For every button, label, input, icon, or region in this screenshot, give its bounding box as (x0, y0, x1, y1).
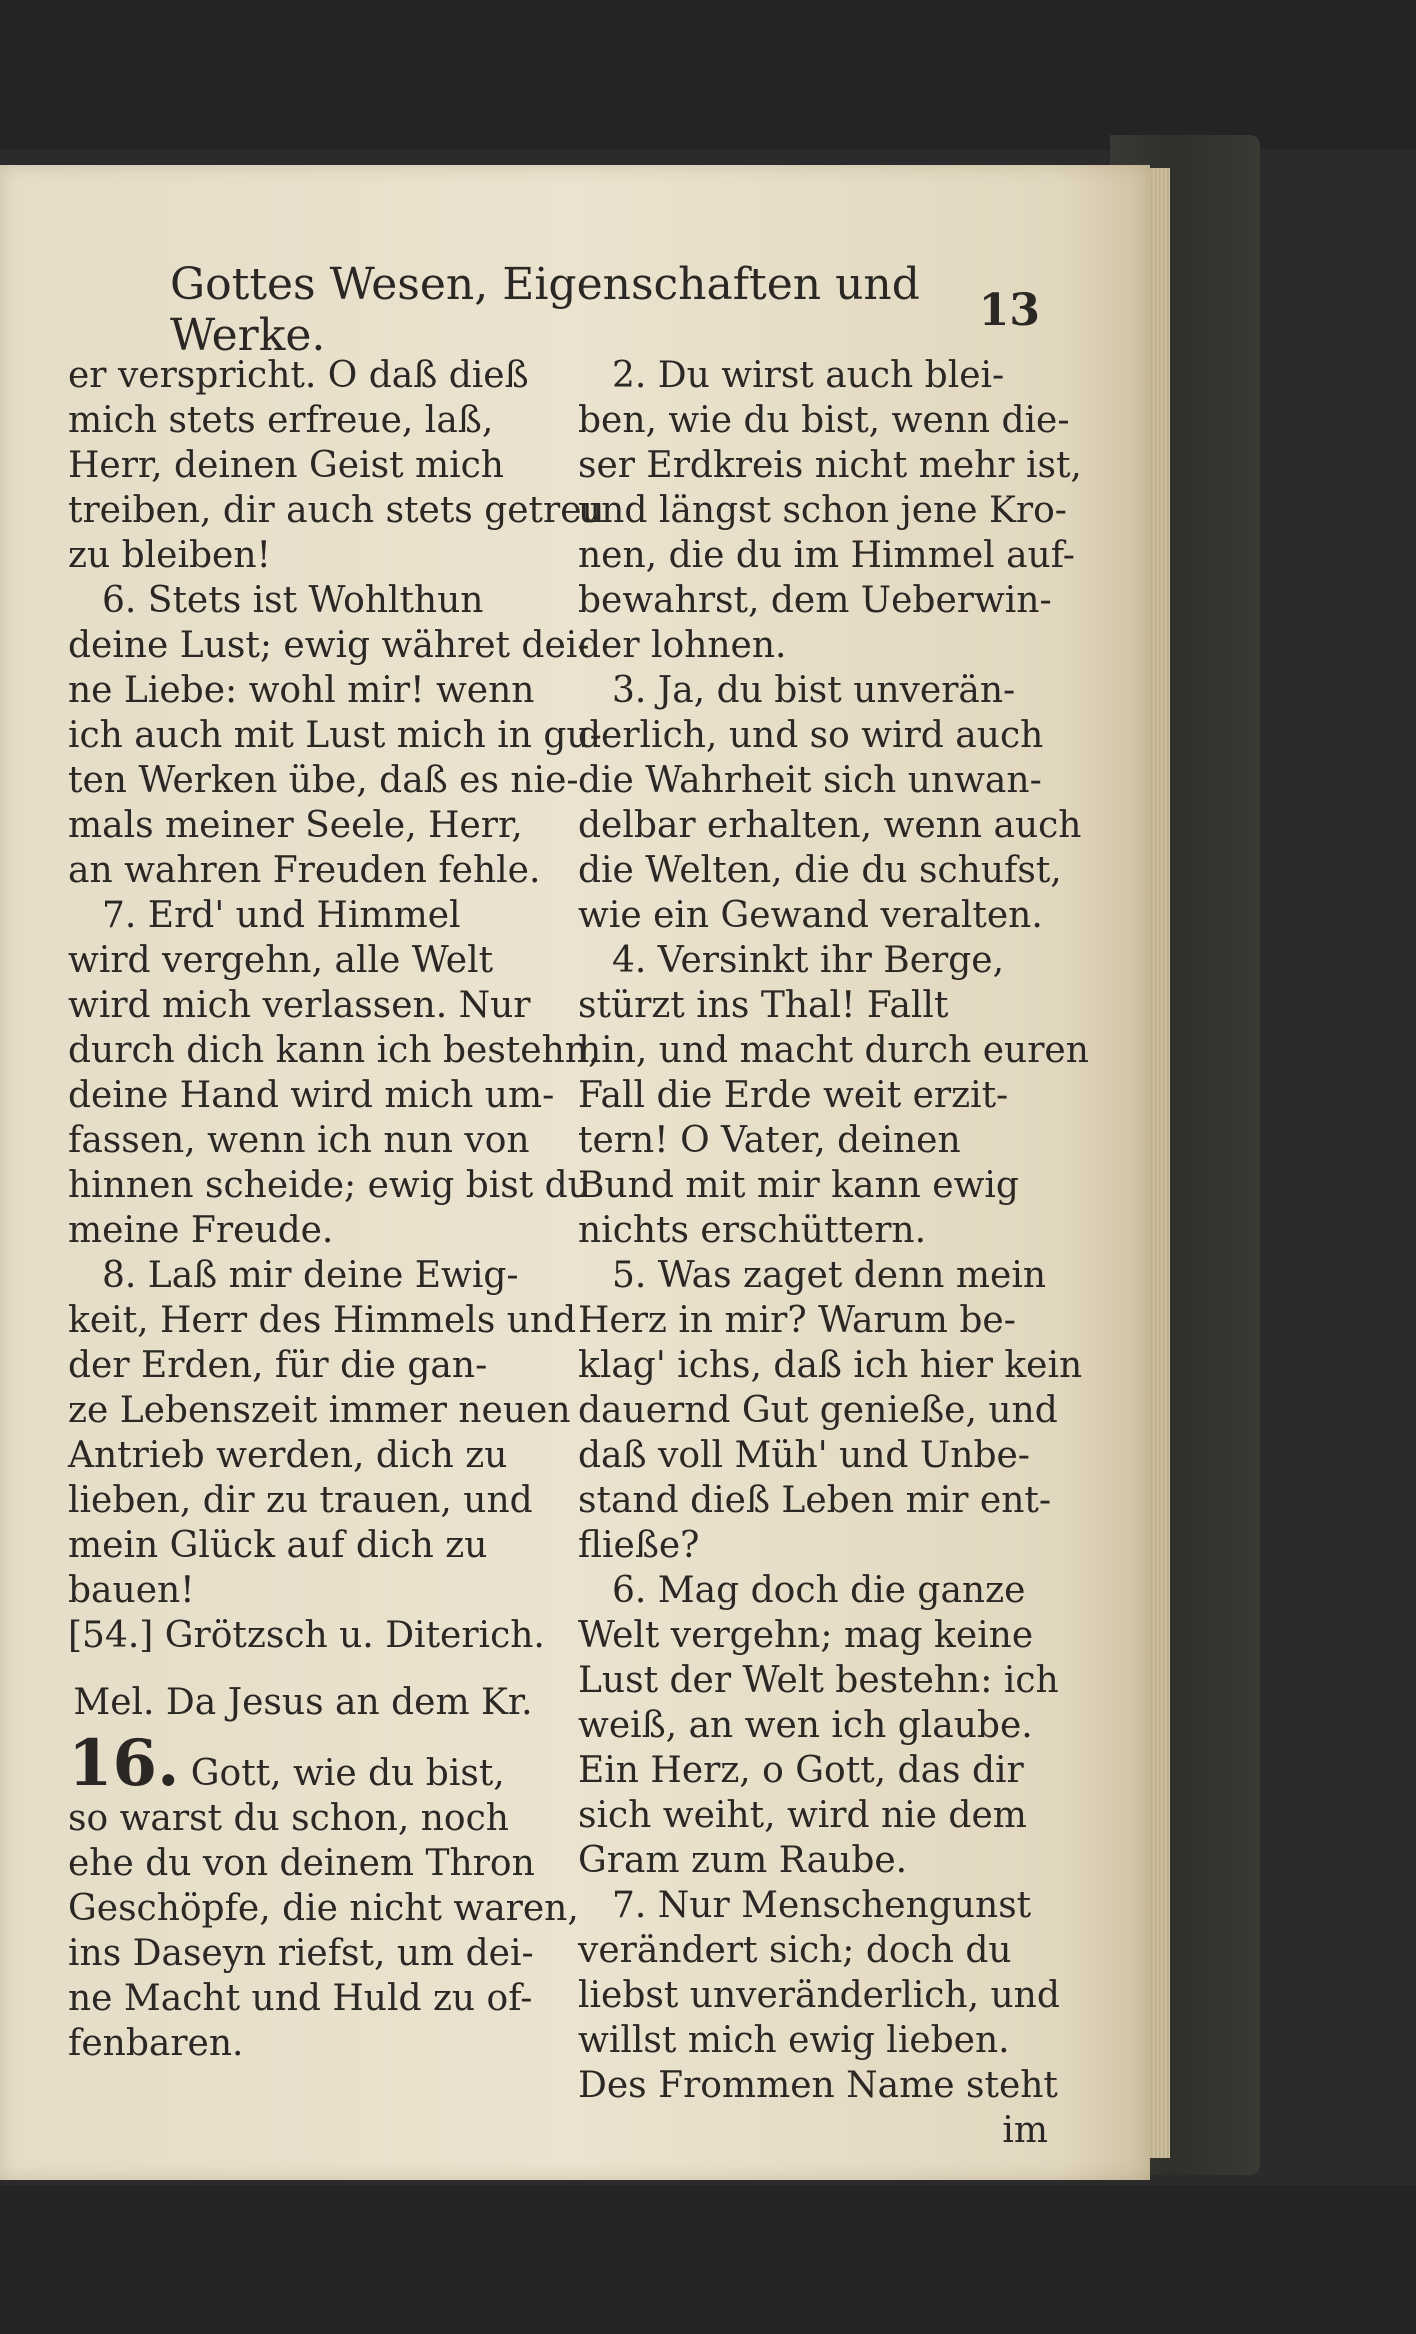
catchword: im (1002, 2110, 1048, 2151)
text-line: die Wahrheit sich unwan- (578, 760, 1042, 801)
text-line: sich weiht, wird nie dem (578, 1795, 1027, 1836)
text-line: stürzt ins Thal! Fallt (578, 985, 949, 1026)
book-page (0, 165, 1150, 2180)
hymn-number: 16. (68, 1726, 180, 1801)
text-line: Antrieb werden, dich zu (68, 1435, 508, 1476)
text-line: Herr, deinen Geist mich (68, 445, 504, 486)
text-line: derlich, und so wird auch (578, 715, 1044, 756)
text-line: nen, die du im Himmel auf- (578, 535, 1075, 576)
text-line: ne Liebe: wohl mir! wenn (68, 670, 535, 711)
text-line: wird mich verlassen. Nur (68, 985, 531, 1026)
text-line: mich stets erfreue, laß, (68, 400, 494, 441)
text-line: ehe du von deinem Thron (68, 1843, 535, 1884)
text-line: wird vergehn, alle Welt (68, 940, 494, 981)
verse-start-line: 6. Stets ist Wohlthun (102, 580, 484, 621)
text-line: nichts erschüttern. (578, 1210, 927, 1251)
spacer (68, 1658, 538, 1680)
text-line: er verspricht. O daß dieß (68, 355, 529, 396)
verse-start-line: 7. Nur Menschengunst (612, 1885, 1032, 1926)
text-line: mals meiner Seele, Herr, (68, 805, 523, 846)
backdrop-bottom (0, 2185, 1416, 2334)
verse-start-line: 5. Was zaget denn mein (612, 1255, 1047, 1296)
running-head-title: Gottes Wesen, Eigenschaften und Werke. (170, 259, 920, 361)
text-line: fenbaren. (68, 2023, 244, 2064)
text-line: ben, wie du bist, wenn die- (578, 400, 1070, 441)
text-line: Herz in mir? Warum be- (578, 1300, 1016, 1341)
text-line: fassen, wenn ich nun von (68, 1120, 530, 1161)
text-line: Gram zum Raube. (578, 1840, 908, 1881)
text-line: bewahrst, dem Ueberwin- (578, 580, 1052, 621)
text-line: deine Lust; ewig währet dei- (68, 625, 590, 666)
text-line: der Erden, für die gan- (68, 1345, 488, 1386)
text-line: ze Lebenszeit immer neuen (68, 1390, 571, 1431)
text-line: die Welten, die du schufst, (578, 850, 1062, 891)
text-line: und längst schon jene Kro- (578, 490, 1067, 531)
text-line: stand dieß Leben mir ent- (578, 1480, 1052, 1521)
text-line: dauernd Gut genieße, und (578, 1390, 1058, 1431)
left-column (68, 353, 605, 2066)
verse-start-line: 3. Ja, du bist unverän- (612, 670, 1016, 711)
text-line: Welt vergehn; mag keine (578, 1615, 1034, 1656)
verse-start-line: 4. Versinkt ihr Berge, (612, 940, 1005, 981)
text-line: liebst unveränderlich, und (578, 1975, 1060, 2016)
text-line: Geschöpfe, die nicht waren, (68, 1888, 579, 1929)
text-line: zu bleiben! (68, 535, 271, 576)
text-line: Lust der Welt bestehn: ich (578, 1660, 1059, 1701)
text-line: weiß, an wen ich glaube. (578, 1705, 1033, 1746)
text-line: wie ein Gewand veralten. (578, 895, 1043, 936)
text-line: lieben, dir zu trauen, und (68, 1480, 533, 1521)
text-line: delbar erhalten, wenn auch (578, 805, 1082, 846)
text-line: Fall die Erde weit erzit- (578, 1075, 1009, 1116)
text-line: bauen! (68, 1570, 195, 1611)
verse-start-line: 8. Laß mir deine Ewig- (102, 1255, 519, 1296)
text-line: Bund mit mir kann ewig (578, 1165, 1019, 1206)
text-line: fließe? (578, 1525, 700, 1566)
running-head (170, 259, 1040, 361)
text-line: ser Erdkreis nicht mehr ist, (578, 445, 1082, 486)
text-line: ten Werken übe, daß es nie- (68, 760, 579, 801)
text-line: meine Freude. (68, 1210, 334, 1251)
text-line: Ein Herz, o Gott, das dir (578, 1750, 1024, 1791)
text-line: daß voll Müh' und Unbe- (578, 1435, 1030, 1476)
text-line: der lohnen. (578, 625, 787, 666)
text-line: ne Macht und Huld zu of- (68, 1978, 533, 2019)
text-line: Des Frommen Name steht (578, 2065, 1058, 2106)
text-line: ins Daseyn riefst, um dei- (68, 1933, 534, 1974)
text-line: mein Glück auf dich zu (68, 1525, 488, 1566)
text-line: treiben, dir auch stets getreu (68, 490, 605, 531)
text-line: hinnen scheide; ewig bist du (68, 1165, 591, 1206)
verse-start-line: 2. Du wirst auch blei- (612, 355, 1005, 396)
text-line: klag' ichs, daß ich hier kein (578, 1345, 1083, 1386)
text-line: hin, und macht durch euren (578, 1030, 1089, 1071)
text-line: tern! O Vater, deinen (578, 1120, 961, 1161)
right-column (578, 353, 1089, 2153)
text-line: so warst du schon, noch (68, 1798, 509, 1839)
hymn-first-line (68, 1726, 538, 1801)
text-line: an wahren Freuden fehle. (68, 850, 541, 891)
verse-start-line: 6. Mag doch die ganze (612, 1570, 1026, 1611)
page-number: 13 (978, 284, 1040, 336)
verse-start-line: 7. Erd' und Himmel (102, 895, 461, 936)
backdrop-top (0, 0, 1416, 150)
text-line: deine Hand wird mich um- (68, 1075, 555, 1116)
melody-line: Mel. Da Jesus an dem Kr. (73, 1682, 533, 1723)
text-line: verändert sich; doch du (578, 1930, 1012, 1971)
text-line: ich auch mit Lust mich in gu- (68, 715, 602, 756)
text-line: willst mich ewig lieben. (578, 2020, 1010, 2061)
author-credit: [54.] Grötzsch u. Diterich. (68, 1615, 545, 1656)
text-line: keit, Herr des Himmels und (68, 1300, 577, 1341)
hymn-opening-text: Gott, wie du bist, (190, 1753, 505, 1794)
text-line: durch dich kann ich bestehn, (68, 1030, 600, 1071)
